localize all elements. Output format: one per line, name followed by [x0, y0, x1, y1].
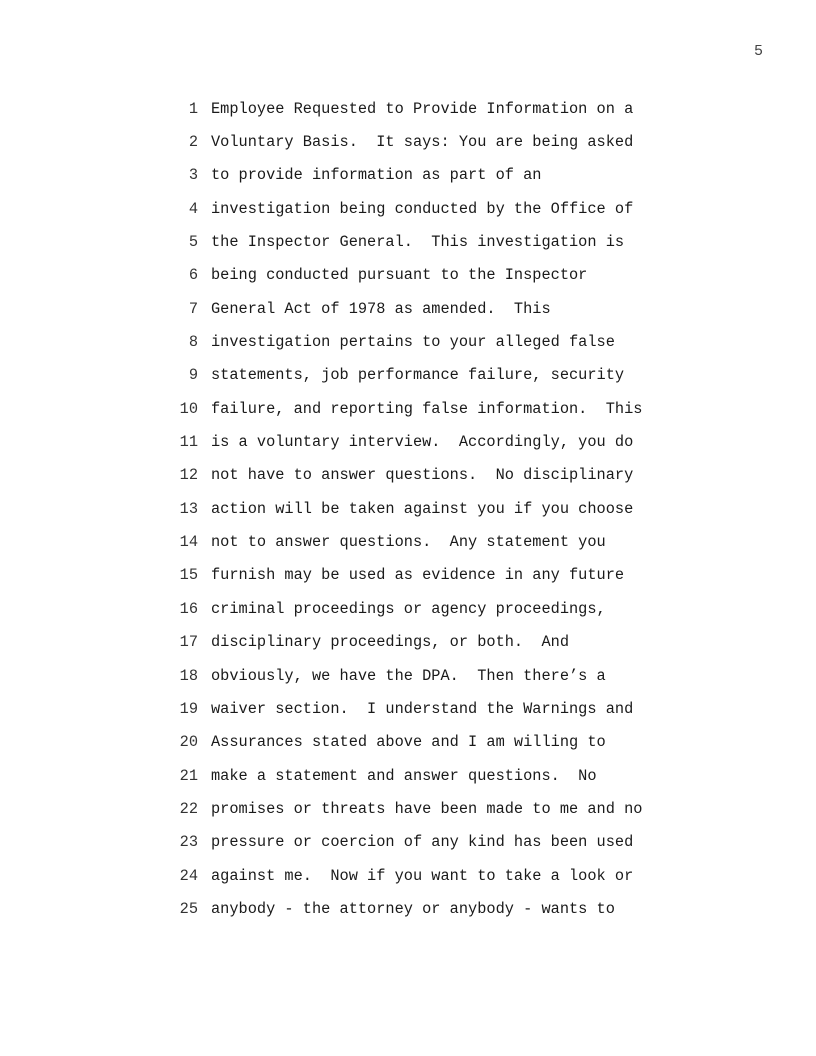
transcript-line: [170, 726, 730, 759]
line-text: is a voluntary interview. Accordingly, you do: [211, 433, 634, 452]
transcript-line: [170, 459, 730, 492]
line-number: 4: [188, 199, 198, 218]
transcript-line: [170, 425, 730, 458]
line-number: 7: [188, 299, 198, 318]
transcript-line: [170, 92, 730, 125]
line-number: 9: [188, 366, 198, 385]
line-text: failure, and reporting false information. This: [211, 399, 643, 418]
transcript-line: [170, 759, 730, 792]
line-number: 19: [179, 699, 198, 718]
line-text: investigation pertains to your alleged false: [211, 333, 615, 352]
line-number: 1: [188, 99, 198, 118]
line-text: disciplinary proceedings, or both. And: [211, 633, 570, 652]
line-number: 22: [179, 799, 198, 818]
line-number: 25: [179, 899, 198, 918]
line-number: 15: [179, 566, 198, 585]
line-text: obviously, we have the DPA. Then there’s a: [211, 666, 606, 685]
line-text: Employee Requested to Provide Information on a: [211, 99, 634, 118]
line-number: 12: [179, 466, 198, 485]
line-text: make a statement and answer questions. No: [211, 766, 597, 785]
line-text: not to answer questions. Any statement you: [211, 533, 606, 552]
transcript-line: [170, 692, 730, 725]
transcript-line: [170, 826, 730, 859]
line-text: being conducted pursuant to the Inspector: [211, 266, 588, 285]
transcript-body: [170, 92, 730, 926]
transcript-line: [170, 659, 730, 692]
line-text: statements, job performance failure, security: [211, 366, 625, 385]
line-text: Assurances stated above and I am willing to: [211, 733, 606, 752]
transcript-line: [170, 859, 730, 892]
line-text: Voluntary Basis. It says: You are being asked: [211, 133, 634, 152]
line-text: the Inspector General. This investigation is: [211, 233, 625, 252]
line-text: criminal proceedings or agency proceedings,: [211, 599, 606, 618]
transcript-line: [170, 525, 730, 558]
line-number: 17: [179, 633, 198, 652]
line-number: 18: [179, 666, 198, 685]
line-text: pressure or coercion of any kind has been used: [211, 833, 634, 852]
transcript-line: [170, 892, 730, 925]
line-number: 20: [179, 733, 198, 752]
line-number: 23: [179, 833, 198, 852]
line-text: anybody - the attorney or anybody - wants to: [211, 899, 615, 918]
transcript-line: [170, 225, 730, 258]
line-number: 2: [188, 133, 198, 152]
line-number: 24: [179, 866, 198, 885]
transcript-line: [170, 592, 730, 625]
line-text: promises or threats have been made to me and no: [211, 799, 643, 818]
line-number: 8: [188, 333, 198, 352]
transcript-line: [170, 159, 730, 192]
transcript-line: [170, 125, 730, 158]
page-number: 5: [753, 43, 763, 60]
transcript-line: [170, 392, 730, 425]
line-number: 16: [179, 599, 198, 618]
transcript-line: [170, 792, 730, 825]
transcript-line: [170, 492, 730, 525]
line-text: not have to answer questions. No disciplinary: [211, 466, 634, 485]
line-text: action will be taken against you if you choose: [211, 499, 634, 518]
transcript-line: [170, 325, 730, 358]
line-number: 11: [179, 433, 198, 452]
line-number: 21: [179, 766, 198, 785]
line-text: furnish may be used as evidence in any future: [211, 566, 625, 585]
line-text: to provide information as part of an: [211, 166, 542, 185]
line-number: 5: [188, 233, 198, 252]
transcript-line: [170, 259, 730, 292]
transcript-line: [170, 359, 730, 392]
line-text: investigation being conducted by the Office of: [211, 199, 634, 218]
line-text: waiver section. I understand the Warnings and: [211, 699, 634, 718]
line-text: General Act of 1978 as amended. This: [211, 299, 551, 318]
line-number: 6: [188, 266, 198, 285]
transcript-line: [170, 626, 730, 659]
transcript-line: [170, 192, 730, 225]
line-number: 10: [179, 399, 198, 418]
line-number: 3: [188, 166, 198, 185]
transcript-line: [170, 292, 730, 325]
line-number: 13: [179, 499, 198, 518]
line-number: 14: [179, 533, 198, 552]
transcript-line: [170, 559, 730, 592]
line-text: against me. Now if you want to take a look or: [211, 866, 634, 885]
